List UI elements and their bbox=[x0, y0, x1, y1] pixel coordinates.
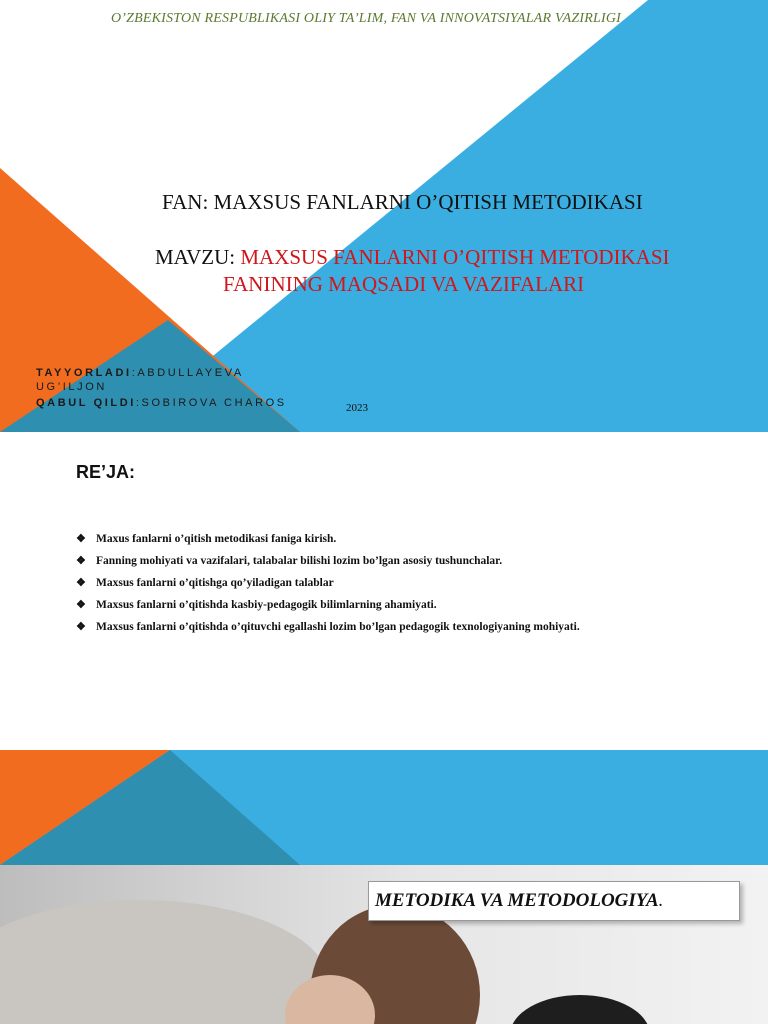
plan-item-text: Maxsus fanlarni o’qitishda kasbiy-pedagogik bilimlarning ahamiyati. bbox=[96, 599, 437, 611]
topic-title-line2: FANINING MAQSADI VA VAZIFALARI bbox=[223, 272, 585, 296]
plan-item-text: Maxsus fanlarni o’qitishga qo’yiladigan talablar bbox=[96, 577, 334, 589]
diamond-bullet-icon: ❖ bbox=[76, 533, 86, 545]
plan-item-text: Maxus fanlarni o’qitish metodikasi faniga kirish. bbox=[96, 533, 337, 545]
decorative-slide bbox=[0, 750, 768, 865]
plan-item bbox=[76, 572, 580, 594]
accepted-name: :SOBIROVA CHAROS bbox=[135, 397, 287, 409]
plan-slide bbox=[0, 432, 768, 750]
year-label: 2023 bbox=[346, 402, 368, 414]
person-shoulder bbox=[0, 900, 330, 1024]
second-person-head bbox=[510, 995, 650, 1024]
plan-item bbox=[76, 528, 580, 550]
accepted-by bbox=[36, 396, 287, 410]
topic-label: MAVZU: bbox=[155, 245, 241, 269]
plan-title: RE’JA: bbox=[76, 462, 136, 482]
methodology-heading-period: . bbox=[658, 890, 664, 911]
subject-line: FAN: MAXSUS FANLARNI O’QITISH METODIKASI bbox=[162, 190, 643, 214]
title-slide bbox=[0, 0, 768, 432]
topic-title-line1: MAXSUS FANLARNI O’QITISH METODIKASI bbox=[240, 245, 670, 269]
diamond-bullet-icon: ❖ bbox=[76, 555, 86, 567]
plan-item bbox=[76, 616, 580, 638]
topic-block bbox=[155, 244, 670, 298]
methodology-heading: METODIKA VA METODOLOGIYA bbox=[375, 890, 659, 911]
plan-item bbox=[76, 550, 580, 572]
diamond-bullet-icon: ❖ bbox=[76, 599, 86, 611]
diamond-bullet-icon: ❖ bbox=[76, 621, 86, 633]
prepared-name: :ABDULLAYEVA bbox=[131, 367, 244, 379]
slide3-background-shapes bbox=[0, 750, 768, 865]
plan-item-text: Maxsus fanlarni o’qitishda o’qituvchi egallashi lozim bo’lgan pedagogik texnologiyaning mohiyati. bbox=[96, 621, 580, 633]
diamond-bullet-icon: ❖ bbox=[76, 577, 86, 589]
prepared-by bbox=[36, 366, 287, 380]
prepared-label: TAYYORLADI bbox=[36, 367, 132, 379]
methodology-heading-box bbox=[368, 881, 740, 921]
plan-list bbox=[76, 528, 580, 638]
accepted-label: QABUL QILDI bbox=[36, 397, 136, 409]
methodology-slide bbox=[0, 865, 768, 1024]
prepared-name-line2: UG’ILJON bbox=[36, 381, 107, 393]
plan-item bbox=[76, 594, 580, 616]
credits-block bbox=[36, 366, 287, 410]
plan-item-text: Fanning mohiyati va vazifalari, talabalar bilishi lozim bo’lgan asosiy tushunchalar. bbox=[96, 555, 503, 567]
ministry-header: O’ZBEKISTON RESPUBLIKASI OLIY TA’LIM, FAN VA INNOVATSIYALAR VAZIRLIGI bbox=[110, 11, 622, 26]
